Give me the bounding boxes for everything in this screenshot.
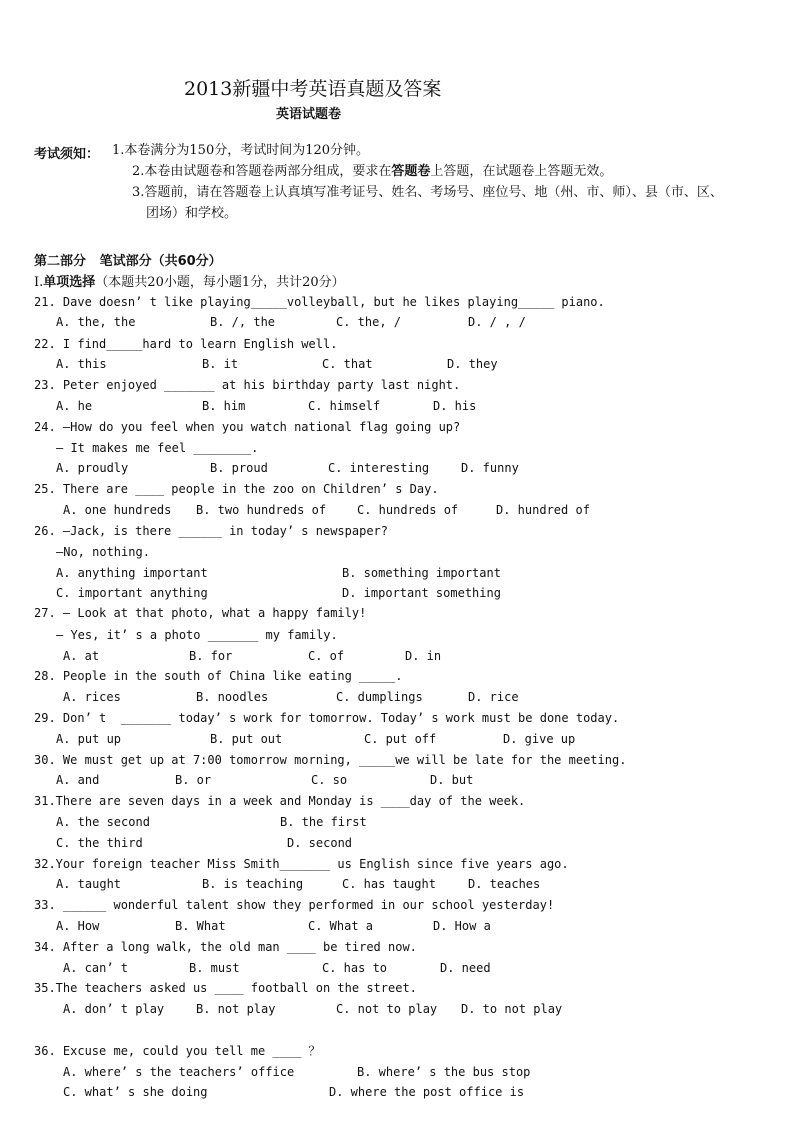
option-31-a: A. the second [56,815,150,829]
option-33-c: C. What a [308,919,374,933]
option-25-a: A. one hundreds [63,503,172,517]
notice-item-3-cont: 团场）和学校。 [146,206,238,221]
option-36-d: D. where the post office is [329,1085,525,1099]
option-27-b: B. for [189,649,233,663]
response-27: — Yes, it’ s a photo _______ my family. [56,628,338,642]
question-29: 29. Don’ t _______ today’ s work for tomorrow. Today’ s work must be done today. [34,711,620,725]
option-32-b: B. is teaching [202,877,304,891]
option-22-c: C. that [322,357,373,371]
option-23-b: B. him [202,399,246,413]
option-27-a: A. at [63,649,100,663]
option-31-b: B. the first [280,815,367,829]
option-28-a: A. rices [63,690,121,704]
subsection-rest: （本题共20小题，每小题1分，共计20分） [95,275,345,290]
option-30-d: D. but [430,773,474,787]
option-34-a: A. can’ t [63,961,129,975]
option-33-d: D. How a [433,919,491,933]
option-25-c: C. hundreds of [357,503,459,517]
option-21-d: D. / , / [468,315,526,329]
option-29-d: D. give up [503,732,576,746]
option-24-d: D. funny [461,461,519,475]
option-34-c: C. has to [322,961,388,975]
notice-item-2-pre: 2.本卷由试题卷和答题卷两部分组成，要求在 [132,164,392,179]
option-23-c: C. himself [308,399,381,413]
question-26: 26. —Jack, is there ______ in today’ s newspaper? [34,524,389,538]
question-35: 35.The teachers asked us ____ football on the street. [34,981,417,995]
option-30-a: A. and [56,773,100,787]
subsection-prefix: I. [34,275,44,290]
option-26-c: C. important anything [56,586,208,600]
notice-item-2-post: 上答题，在试题卷上答题无效。 [430,164,613,179]
question-30: 30. We must get up at 7:00 tomorrow morning, _____we will be late for the meeting. [34,753,627,767]
option-33-a: A. How [56,919,100,933]
question-36: 36. Excuse me, could you tell me ____ ？ [34,1044,321,1058]
notice-item-1: 1.本卷满分为150分，考试时间为120分钟。 [112,143,370,158]
question-21: 21. Dave doesn’ t like playing_____volleyball, but he likes playing_____ piano. [34,295,605,309]
option-23-d: D. his [433,399,477,413]
subsection-heading [34,271,345,290]
option-35-c: C. not to play [336,1002,438,1016]
option-21-c: C. the, / [336,315,402,329]
option-24-c: C. interesting [328,461,430,475]
option-23-a: A. he [56,399,93,413]
subsection-bold: 单项选择 [43,275,96,290]
notice-item-3: 3.答题前，请在答题卷上认真填写准考证号、姓名、考场号、座位号、地（州、市、师）、县（市、区、 [132,185,723,200]
notice-item-2-bold: 答题卷 [391,164,431,179]
option-32-d: D. teaches [468,877,541,891]
question-34: 34. After a long walk, the old man ____ be tired now. [34,940,417,954]
option-33-b: B. What [175,919,226,933]
option-25-d: D. hundred of [496,503,590,517]
notice-item-2 [132,162,612,182]
option-34-b: B. must [189,961,240,975]
question-23: 23. Peter enjoyed _______ at his birthday party last night. [34,378,461,392]
option-30-c: C. so [311,773,348,787]
option-22-b: B. it [202,357,239,371]
option-29-b: B. put out [210,732,283,746]
option-26-a: A. anything important [56,566,208,580]
option-28-c: C. dumplings [336,690,423,704]
option-35-d: D. to not play [461,1002,563,1016]
option-27-d: D. in [405,649,442,663]
question-27: 27. — Look at that photo, what a happy family! [34,606,367,620]
option-29-c: C. put off [364,732,437,746]
response-24: — It makes me feel ________. [56,441,259,455]
option-31-c: C. the third [56,836,143,850]
option-32-c: C. has taught [342,877,436,891]
option-34-d: D. need [440,961,491,975]
question-25: 25. There are ____ people in the zoo on Children’ s Day. [34,482,439,496]
option-26-d: D. important something [342,586,501,600]
question-33: 33. ______ wonderful talent show they performed in our school yesterday! [34,898,555,912]
option-36-c: C. what’ s she doing [63,1085,208,1099]
option-28-b: B. noodles [196,690,269,704]
question-32: 32.Your foreign teacher Miss Smith_______ us English since five years ago. [34,857,569,871]
option-36-a: A. where’ s the teachers’ office [63,1065,295,1079]
section-heading: 第二部分 笔试部分（共60分） [34,254,222,269]
option-32-a: A. taught [56,877,122,891]
question-28: 28. People in the south of China like eating _____. [34,669,403,683]
option-21-a: A. the, the [56,315,136,329]
option-22-d: D. they [447,357,498,371]
option-31-d: D. second [287,836,353,850]
option-35-b: B. not play [196,1002,276,1016]
option-24-b: B. proud [210,461,268,475]
question-24: 24. —How do you feel when you watch national flag going up? [34,420,461,434]
response-26: —No, nothing. [56,545,150,559]
option-28-d: D. rice [468,690,519,704]
option-26-b: B. something important [342,566,501,580]
question-31: 31.There are seven days in a week and Monday is ____day of the week. [34,794,526,808]
option-22-a: A. this [56,357,107,371]
option-29-a: A. put up [56,732,122,746]
option-27-c: C. of [308,649,345,663]
option-24-a: A. proudly [56,461,129,475]
option-35-a: A. don’ t play [63,1002,165,1016]
page-subtitle: 英语试题卷 [276,107,342,122]
option-30-b: B. or [175,773,212,787]
option-21-b: B. /, the [210,315,276,329]
option-36-b: B. where’ s the bus stop [357,1065,531,1079]
notice-label: 考试须知： [34,147,100,162]
option-25-b: B. two hundreds of [196,503,327,517]
page-title: 2013新疆中考英语真题及答案 [184,78,442,100]
question-22: 22. I find_____hard to learn English well. [34,337,338,351]
